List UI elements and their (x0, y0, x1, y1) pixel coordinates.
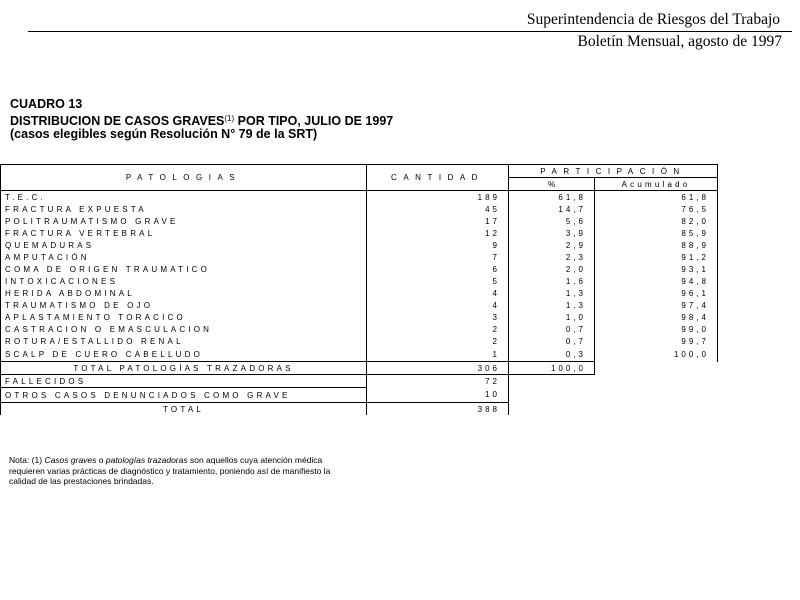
footnote-prefix: Nota: (1) (9, 455, 45, 465)
row-pct: 2,3 (509, 251, 595, 263)
row-cantidad: 12 (367, 227, 509, 239)
row-cantidad: 6 (367, 263, 509, 275)
total-trazadoras-pct: 100,0 (509, 362, 595, 375)
row-patologia: APLASTAMIENTO TORACICO (1, 311, 367, 323)
row-acumulado: 98,4 (595, 311, 718, 323)
row-cantidad: 7 (367, 251, 509, 263)
table-number: CUADRO 13 (10, 97, 83, 111)
row-acumulado: 93,1 (595, 263, 718, 275)
table-row (1, 263, 718, 275)
row-pct: 1,0 (509, 311, 595, 323)
row-acumulado: 76,5 (595, 203, 718, 215)
row-patologia: CASTRACION O EMASCULACION (1, 323, 367, 335)
row-pct: 5,6 (509, 215, 595, 227)
table-title-footnote-mark: (1) (224, 113, 235, 123)
row-cantidad: 45 (367, 203, 509, 215)
row-pct: 1,3 (509, 299, 595, 311)
row-acumulado: 99,7 (595, 335, 718, 347)
row-patologia: POLITRAUMATISMO GRAVE (1, 215, 367, 227)
table-row (1, 275, 718, 287)
row-acumulado: 88,9 (595, 239, 718, 251)
row-acumulado: 82,0 (595, 215, 718, 227)
row-pct: 2,9 (509, 239, 595, 251)
footnote-o: o (96, 455, 106, 465)
row-cantidad: 3 (367, 311, 509, 323)
table-row (1, 299, 718, 311)
row-pct: 1,6 (509, 275, 595, 287)
row-acumulado: 85,9 (595, 227, 718, 239)
total-trazadoras-cantidad: 306 (367, 362, 509, 375)
table-row (1, 191, 718, 204)
col-header-acumulado: Acumulado (595, 178, 718, 191)
row-acumulado: 91,2 (595, 251, 718, 263)
total-cantidad: 388 (367, 403, 509, 416)
row-pct: 0,7 (509, 323, 595, 335)
row-acumulado: 94,8 (595, 275, 718, 287)
table-row (1, 227, 718, 239)
row-patologia: FRACTURA VERTEBRAL (1, 227, 367, 239)
footnote-line-3: calidad de las prestaciones brindadas. (9, 476, 154, 486)
row-acumulado: 97,4 (595, 299, 718, 311)
row-acumulado: 96,1 (595, 287, 718, 299)
row-pct: 3,9 (509, 227, 595, 239)
cases-table (0, 164, 718, 415)
fallecidos-cantidad: 72 (367, 375, 509, 388)
row-cantidad: 1 (367, 347, 509, 362)
bulletin-header: Boletín Mensual, agosto de 1997 (577, 33, 782, 50)
row-cantidad: 4 (367, 287, 509, 299)
table-row (1, 287, 718, 299)
otros-casos-cantidad: 10 (367, 388, 509, 403)
row-pct: 61,8 (509, 191, 595, 204)
table-row (1, 215, 718, 227)
table-row (1, 203, 718, 215)
table-row (1, 311, 718, 323)
row-patologia: SCALP DE CUERO CABELLUDO (1, 347, 367, 362)
total-label: TOTAL (1, 403, 367, 416)
row-cantidad: 9 (367, 239, 509, 251)
row-pct: 2,0 (509, 263, 595, 275)
otros-casos-label: OTROS CASOS DENUNCIADOS COMO GRAVE (1, 388, 367, 403)
footnote-line-2: requieren varias prácticas de diagnóstico y tratamiento, poniendo así de manifiesto la (9, 465, 331, 476)
row-cantidad: 17 (367, 215, 509, 227)
table-title-suffix: POR TIPO, JULIO DE 1997 (234, 113, 394, 128)
footnote (9, 455, 330, 487)
table-row (1, 239, 718, 251)
row-pct: 1,3 (509, 287, 595, 299)
table-row (1, 251, 718, 263)
row-patologia: TRAUMATISMO DE OJO (1, 299, 367, 311)
row-cantidad: 189 (367, 191, 509, 204)
row-patologia: ROTURA/ESTALLIDO RENAL (1, 335, 367, 347)
table-title (10, 112, 393, 129)
table-row (1, 347, 718, 362)
row-pct: 0,3 (509, 347, 595, 362)
footnote-line-1 (9, 455, 330, 466)
row-cantidad: 2 (367, 323, 509, 335)
organization-header: Superintendencia de Riesgos del Trabajo (526, 11, 780, 28)
row-patologia: HERIDA ABDOMINAL (1, 287, 367, 299)
col-header-pct: % (509, 178, 595, 191)
row-pct: 0,7 (509, 335, 595, 347)
table-title-prefix: DISTRIBUCION DE CASOS GRAVES (10, 113, 225, 128)
row-patologia: T.E.C. (1, 191, 367, 204)
row-acumulado: 100,0 (595, 347, 718, 362)
table-subtitle: (casos elegibles según Resolución N° 79 de la SRT) (10, 127, 318, 141)
col-header-patologias: PATOLOGIAS (1, 165, 367, 191)
table-body (1, 191, 718, 362)
row-cantidad: 5 (367, 275, 509, 287)
total-trazadoras-label: TOTAL PATOLOGÍAS TRAZADORAS (1, 362, 367, 375)
row-pct: 14,7 (509, 203, 595, 215)
col-header-cantidad: CANTIDAD (367, 165, 509, 191)
row-patologia: FRACTURA EXPUESTA (1, 203, 367, 215)
footnote-rest: son aquellos cuya atención médica (187, 455, 323, 465)
row-acumulado: 99,0 (595, 323, 718, 335)
row-cantidad: 4 (367, 299, 509, 311)
header-rule (28, 31, 792, 32)
table-wrapper (0, 164, 718, 415)
table-titles (10, 98, 393, 142)
col-header-participacion: PARTICIPACIÓN (509, 165, 718, 178)
row-patologia: QUEMADURAS (1, 239, 367, 251)
row-patologia: COMA DE ORIGEN TRAUMATICO (1, 263, 367, 275)
row-patologia: INTOXICACIONES (1, 275, 367, 287)
table-row (1, 323, 718, 335)
footnote-casos-graves: Casos graves (44, 455, 97, 465)
footnote-patologias-trazadoras: patologías trazadoras (105, 455, 188, 465)
table-row (1, 335, 718, 347)
row-patologia: AMPUTACIÓN (1, 251, 367, 263)
row-cantidad: 2 (367, 335, 509, 347)
fallecidos-label: FALLECIDOS (1, 375, 367, 388)
row-acumulado: 61,8 (595, 191, 718, 204)
